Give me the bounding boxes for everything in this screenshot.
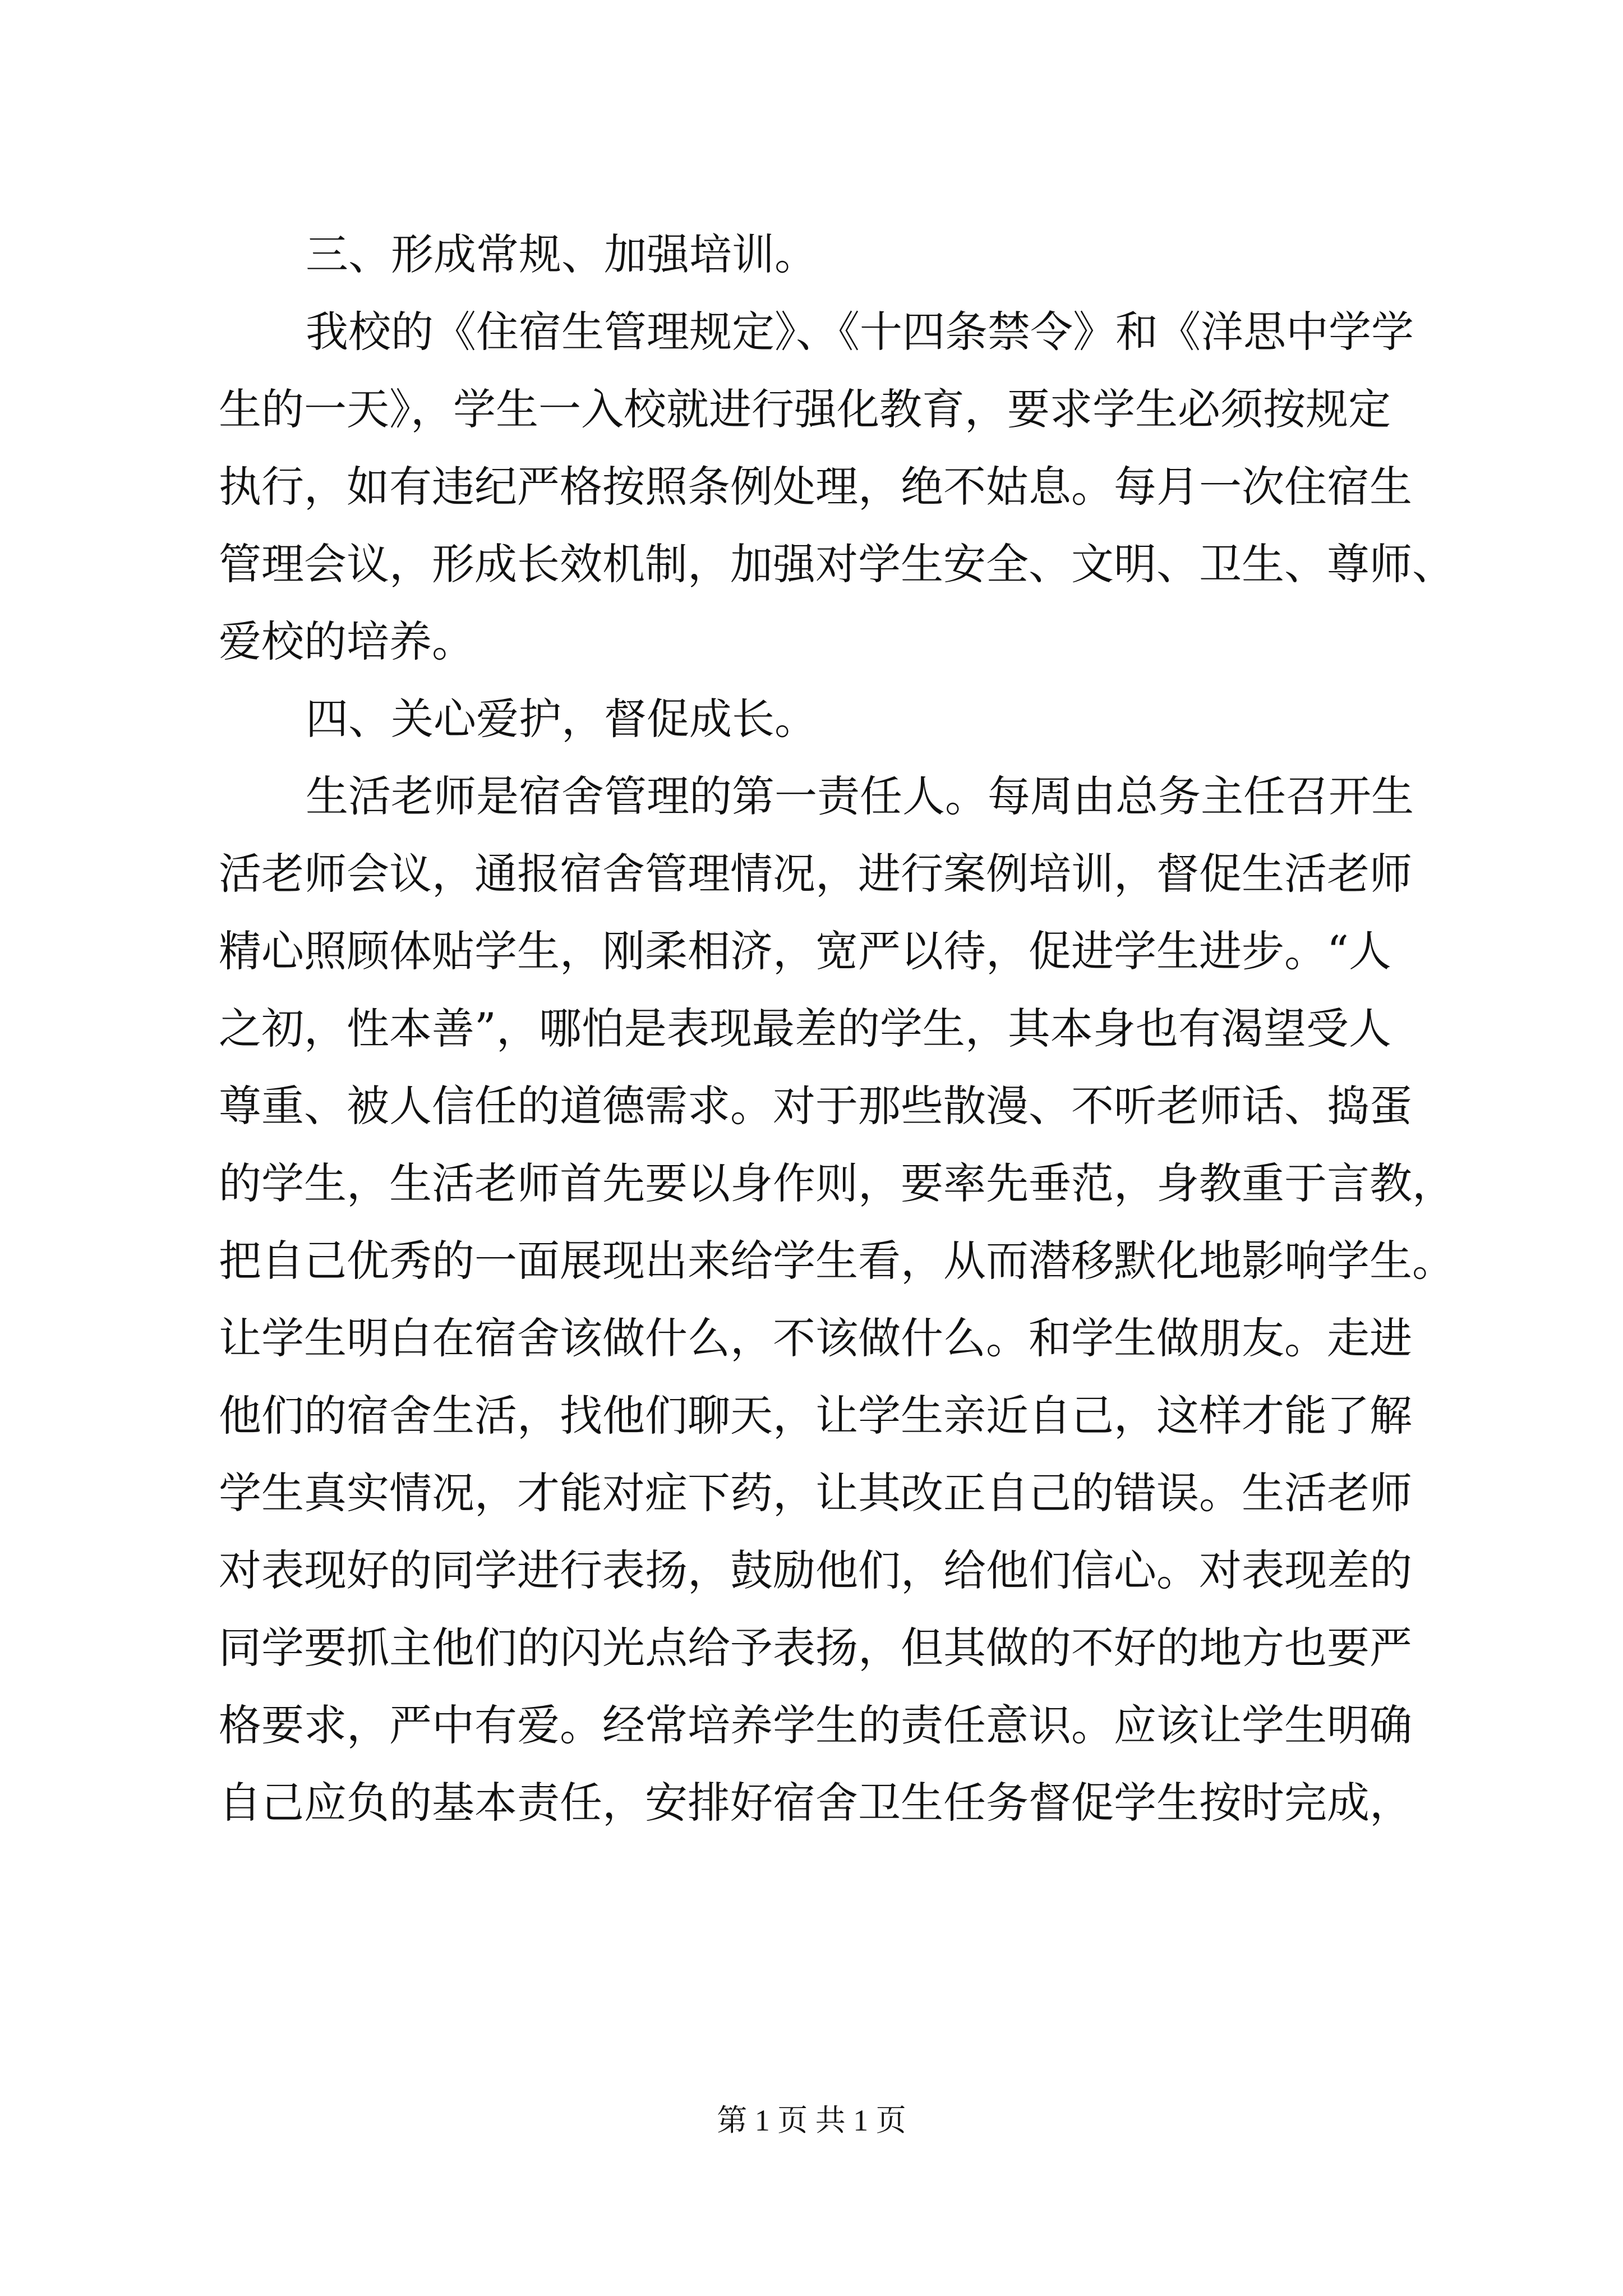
paragraph-line: 活老师会议，通报宿舍管理情况，进行案例培训，督促生活老师 bbox=[219, 849, 1412, 899]
section-heading-4: 四、关心爱护，督促成长。 bbox=[306, 694, 817, 744]
paragraph-line: 生的一天》，学生一入校就进行强化教育，要求学生必须按规定 bbox=[219, 384, 1391, 434]
document-body bbox=[219, 216, 1455, 1842]
paragraph-line: 执行，如有违纪严格按照条例处理，绝不姑息。每月一次住宿生 bbox=[219, 462, 1412, 512]
paragraph-line: 学生真实情况，才能对症下药，让其改正自己的错误。生活老师 bbox=[219, 1468, 1412, 1518]
paragraph-line: 让学生明白在宿舍该做什么，不该做什么。和学生做朋友。走进 bbox=[219, 1313, 1412, 1363]
paragraph-line: 自己应负的基本责任，安排好宿舍卫生任务督促学生按时完成， bbox=[219, 1778, 1412, 1828]
paragraph-line: 爱校的培养。 bbox=[219, 616, 474, 666]
page-number-footer: 第 1 页 共 1 页 bbox=[717, 2104, 906, 2137]
paragraph-line: 尊重、被人信任的道德需求。对于那些散漫、不听老师话、捣蛋 bbox=[219, 1081, 1412, 1131]
paragraph-line: 的学生，生活老师首先要以身作则，要率先垂范，身教重于言教， bbox=[219, 1158, 1455, 1208]
paragraph-line: 把自己优秀的一面展现出来给学生看，从而潜移默化地影响学生。 bbox=[219, 1236, 1455, 1286]
paragraph-line: 精心照顾体贴学生，刚柔相济，宽严以待，促进学生进步。“人 bbox=[219, 926, 1391, 976]
section-heading-3: 三、形成常规、加强培训。 bbox=[306, 229, 817, 279]
paragraph-line: 同学要抓主他们的闪光点给予表扬，但其做的不好的地方也要严 bbox=[219, 1623, 1412, 1673]
paragraph-line: 格要求，严中有爱。经常培养学生的责任意识。应该让学生明确 bbox=[219, 1700, 1412, 1750]
paragraph-line: 对表现好的同学进行表扬，鼓励他们，给他们信心。对表现差的 bbox=[219, 1545, 1412, 1595]
paragraph-line: 他们的宿舍生活，找他们聊天，让学生亲近自己，这样才能了解 bbox=[219, 1391, 1412, 1441]
paragraph-line: 之初，性本善”，哪怕是表现最差的学生，其本身也有渴望受人 bbox=[219, 1004, 1391, 1053]
paragraph-line: 生活老师是宿舍管理的第一责任人。每周由总务主任召开生 bbox=[306, 771, 1414, 821]
paragraph-line: 我校的《住宿生管理规定》、《十四条禁令》和《洋思中学学 bbox=[306, 307, 1414, 357]
paragraph-line: 管理会议，形成长效机制，加强对学生安全、文明、卫生、尊师、 bbox=[219, 539, 1455, 589]
